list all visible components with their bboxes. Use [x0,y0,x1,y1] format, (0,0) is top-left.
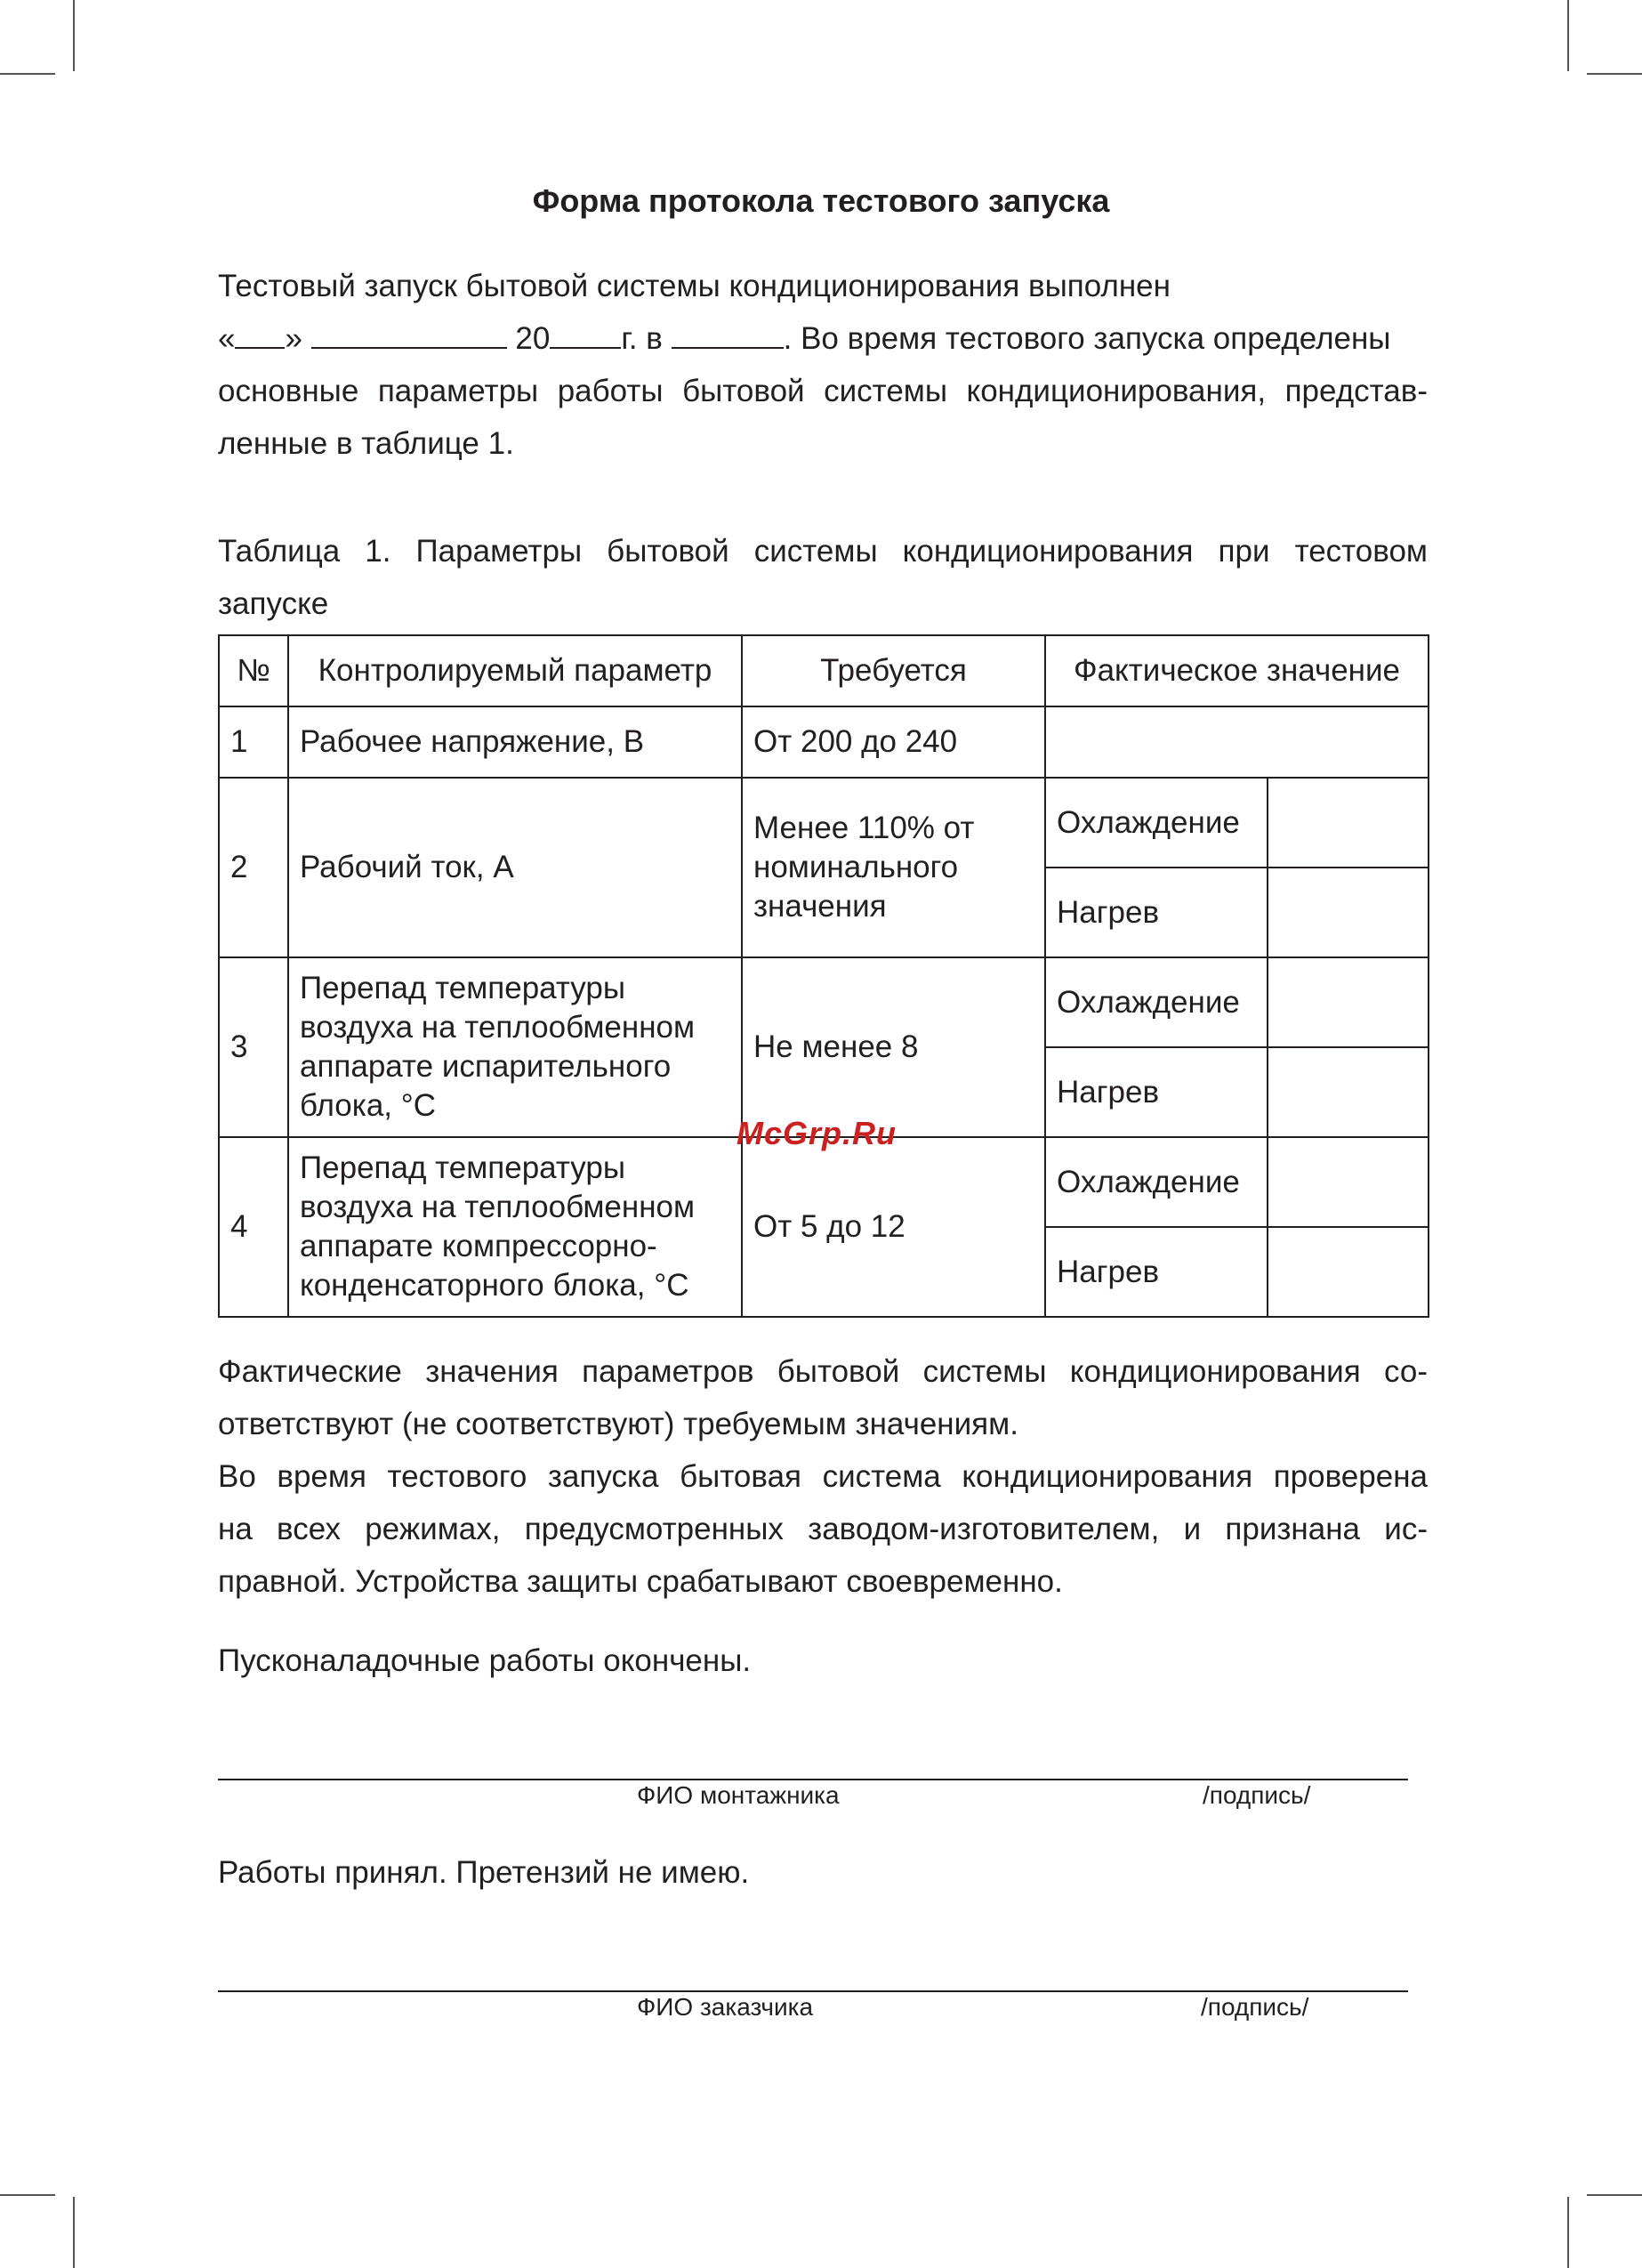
conformity-line-1: Фактические значения параметров бытовой системы кондиционирования со- [218,1354,1428,1389]
customer-name-label: ФИО заказчика [637,1993,814,2021]
header-number: № [219,635,288,706]
quote-open: « [218,321,236,356]
intro-line-2-tail: . Во время тестового запуска определены [783,321,1391,356]
crop-mark [1567,2197,1569,2268]
table-caption-line-1: Таблица 1. Параметры бытовой системы кондиционирования при тестовом [218,534,1428,569]
customer-signature-line[interactable] [218,1990,1408,1992]
installer-signature-line[interactable] [218,1779,1408,1780]
crop-mark [0,73,55,75]
table-row [219,957,1429,1047]
installer-name-label: ФИО монтажника [637,1781,840,1809]
acceptance-text: Работы принял. Претензий не имею. [218,1855,750,1890]
customer-sign-label: /подпись/ [1201,1993,1309,2021]
row-number: 2 [219,778,288,957]
actual-value-heating[interactable] [1268,1047,1429,1137]
row-number: 4 [219,1137,288,1317]
header-required: Требуется [742,635,1045,706]
row-required: Менее 110% от номинального значения [742,778,1045,957]
row-parameter: Рабочее напряжение, В [288,706,742,778]
actual-value-cooling[interactable] [1268,957,1429,1047]
crop-mark [1587,2194,1642,2196]
table-row [219,778,1429,868]
intro-line-2 [218,312,1428,365]
row-number: 1 [219,706,288,778]
crop-mark [1587,73,1642,75]
table-caption-line-2: запуске [218,586,329,621]
crop-mark [73,2197,75,2268]
table-caption [218,525,1428,630]
day-blank[interactable] [235,320,285,349]
intro-line-1: Тестовый запуск бытовой системы кондиционирования выполнен [218,269,1171,303]
page-title: Форма протокола тестового запуска [532,182,1110,219]
mode-cooling: Охлаждение [1045,1137,1268,1227]
month-blank[interactable] [311,320,507,349]
conformity-line-2: ответствуют (не соответствуют) требуемым значениям. [218,1407,1018,1441]
crop-mark [1567,0,1569,71]
header-actual: Фактическое значение [1045,635,1429,706]
check-line-2: на всех режимах, предусмотренных заводом-изготовителем, и признана ис- [218,1512,1428,1546]
mode-heating: Нагрев [1045,1047,1268,1137]
mode-cooling: Охлаждение [1045,957,1268,1047]
row-required: Не менее 8 [742,957,1045,1137]
watermark: McGrp.Ru [736,1115,897,1151]
mode-cooling: Охлаждение [1045,778,1268,868]
year-prefix: 20 [515,321,551,356]
actual-value-heating[interactable] [1268,1227,1429,1317]
row-required: От 5 до 12 [742,1137,1045,1317]
row-parameter: Рабочий ток, А [288,778,742,957]
crop-mark [73,0,75,71]
year-suffix: г. в [621,321,663,356]
check-line-3: правной. Устройства защиты срабатывают своевременно. [218,1564,1063,1599]
table-header-row [219,635,1429,706]
header-parameter: Контролируемый параметр [288,635,742,706]
row-parameter: Перепад температуры воздуха на теплообменном аппарате компрессорно-конденсаторного блока, °С [288,1137,742,1317]
intro-paragraph [218,260,1428,470]
crop-mark [0,2194,55,2196]
mode-heating: Нагрев [1045,1227,1268,1317]
table-row [219,706,1429,778]
conformity-paragraph [218,1345,1428,1608]
mode-heating: Нагрев [1045,868,1268,957]
installer-sign-label: /подпись/ [1203,1781,1311,1809]
check-line-1: Во время тестового запуска бытовая система кондиционирования проверена [218,1459,1428,1494]
row-number: 3 [219,957,288,1137]
actual-value-cooling[interactable] [1268,1137,1429,1227]
row-actual-value[interactable] [1045,706,1429,778]
row-parameter: Перепад температуры воздуха на теплообменном аппарате испарительного блока, °С [288,957,742,1137]
intro-line-4: ленные в таблице 1. [218,426,514,461]
row-required: От 200 до 240 [742,706,1045,778]
parameters-table [218,634,1429,1318]
completion-text: Пусконаладочные работы окончены. [218,1643,752,1678]
place-blank[interactable] [672,320,784,349]
actual-value-heating[interactable] [1268,868,1429,957]
actual-value-cooling[interactable] [1268,778,1429,868]
year-blank[interactable] [550,320,621,349]
quote-close: » [285,321,302,356]
intro-line-3: основные параметры работы бытовой системы кондиционирования, представ- [218,374,1428,408]
